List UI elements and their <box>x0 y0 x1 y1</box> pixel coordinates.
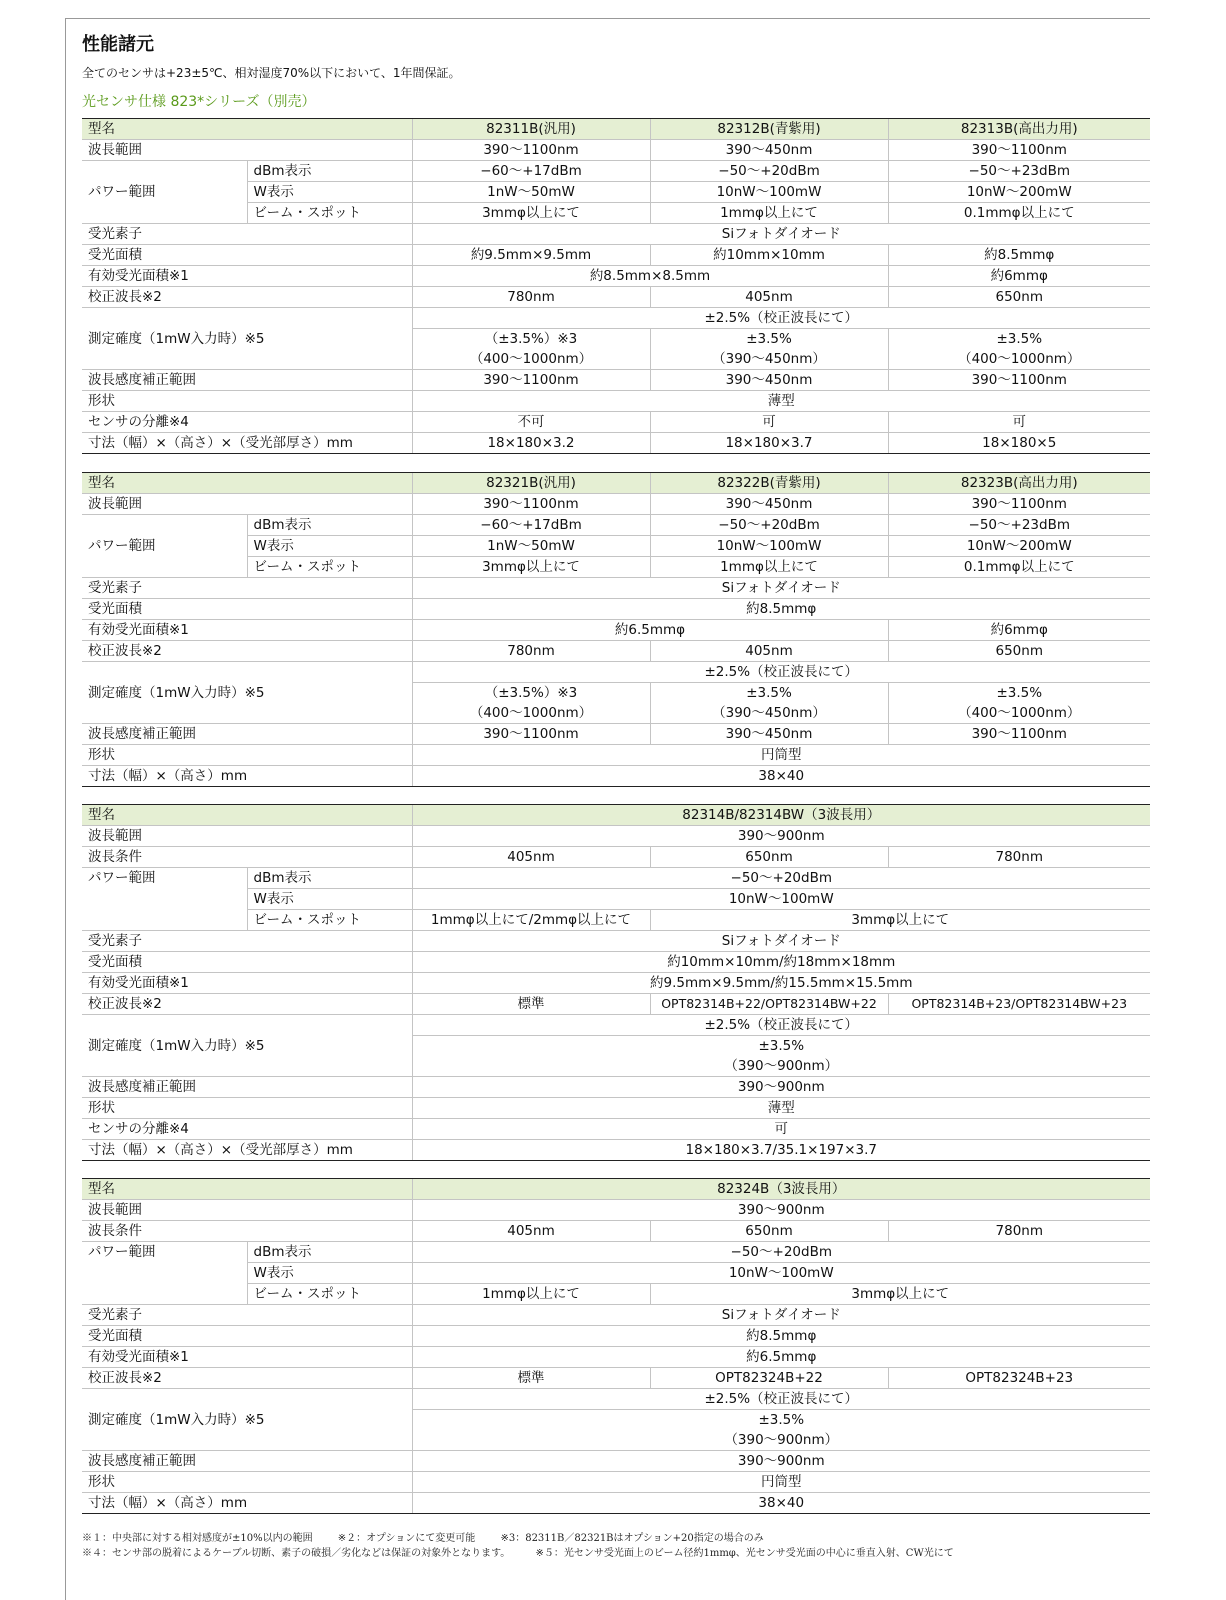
table-row <box>82 599 1150 620</box>
cell-value: Siフォトダイオード <box>412 931 1150 952</box>
table-row <box>82 140 1150 161</box>
sub-label: ビーム・スポット <box>247 1284 412 1305</box>
table-row <box>82 473 1150 494</box>
cell-value: OPT82324B+23 <box>888 1368 1150 1389</box>
row-label: センサの分離※4 <box>82 1119 412 1140</box>
cell-value: （390〜900nm） <box>412 1056 1150 1077</box>
cell-value: 18×180×3.2 <box>412 433 650 454</box>
row-label: 校正波長※2 <box>82 287 412 308</box>
table-row <box>82 245 1150 266</box>
table-row <box>82 994 1150 1015</box>
cell-value: 650nm <box>888 641 1150 662</box>
table-row <box>82 745 1150 766</box>
row-label: 受光面積 <box>82 599 412 620</box>
cell-value: 3mmφ以上にて <box>412 203 650 224</box>
cell-value: ±3.5% <box>412 1410 1150 1431</box>
row-label: 校正波長※2 <box>82 641 412 662</box>
sub-label: W表示 <box>247 182 412 203</box>
cell-value: 3mmφ以上にて <box>650 1284 1150 1305</box>
cell-value: ±2.5%（校正波長にて） <box>412 308 1150 329</box>
cell-value: 390〜1100nm <box>412 140 650 161</box>
table-row <box>82 620 1150 641</box>
cell-value: 3mmφ以上にて <box>412 557 650 578</box>
row-label: 波長感度補正範囲 <box>82 1077 412 1098</box>
cell-value: 1nW〜50mW <box>412 536 650 557</box>
cell-value: −50〜+23dBm <box>888 161 1150 182</box>
table-row <box>82 973 1150 994</box>
row-label: 受光素子 <box>82 224 412 245</box>
cell-value: （400〜1000nm） <box>412 703 650 724</box>
cell-value: −50〜+20dBm <box>412 868 1150 889</box>
cell-value: ±2.5%（校正波長にて） <box>412 1015 1150 1036</box>
cell-value: 390〜450nm <box>650 494 888 515</box>
cell-value: 10nW〜200mW <box>888 536 1150 557</box>
table-row <box>82 1119 1150 1140</box>
table-row <box>82 1326 1150 1347</box>
table-row <box>82 1140 1150 1161</box>
cell-value: 390〜1100nm <box>412 494 650 515</box>
cell-value: 10nW〜100mW <box>412 889 1150 910</box>
cell-value: 1mmφ以上にて/2mmφ以上にて <box>412 910 650 931</box>
row-label: 測定確度（1mW入力時）※5 <box>82 1015 412 1077</box>
row-label: 形状 <box>82 745 412 766</box>
cell-value: 約6.5mmφ <box>412 1347 1150 1368</box>
row-label: 波長感度補正範囲 <box>82 1451 412 1472</box>
row-label: 測定確度（1mW入力時）※5 <box>82 1389 412 1451</box>
cell-value: 405nm <box>650 287 888 308</box>
model-name: 82313B(高出力用) <box>888 119 1150 140</box>
row-label: 形状 <box>82 1098 412 1119</box>
spec-table-8232x <box>82 472 1150 787</box>
footnote-2: ※２：オプションにて変更可能 <box>337 1533 476 1544</box>
row-label: 有効受光面積※1 <box>82 620 412 641</box>
table-row <box>82 1389 1150 1410</box>
table-row <box>82 766 1150 787</box>
cell-value: 390〜1100nm <box>888 494 1150 515</box>
sub-label: ビーム・スポット <box>247 557 412 578</box>
model-name: 82324B（3波長用） <box>412 1179 1150 1200</box>
cell-value: 約10mm×10mm <box>650 245 888 266</box>
cell-value: 780nm <box>412 287 650 308</box>
row-label: 型名 <box>82 473 412 494</box>
cell-value: Siフォトダイオード <box>412 1305 1150 1326</box>
cell-value: ±3.5% <box>888 329 1150 350</box>
model-name: 82312B(青紫用) <box>650 119 888 140</box>
cell-value: OPT82324B+22 <box>650 1368 888 1389</box>
footnote-1: ※１：中央部に対する相対感度が±10%以内の範囲 <box>82 1533 313 1544</box>
row-label: 波長条件 <box>82 847 412 868</box>
table-row <box>82 119 1150 140</box>
cell-value: ±2.5%（校正波長にて） <box>412 1389 1150 1410</box>
row-label: パワー範囲 <box>82 161 247 224</box>
cell-value: 10nW〜200mW <box>888 182 1150 203</box>
cell-value: 390〜450nm <box>650 140 888 161</box>
table-row <box>82 1179 1150 1200</box>
row-label: 波長範囲 <box>82 826 412 847</box>
row-label: 波長範囲 <box>82 140 412 161</box>
footnote-line <box>82 1531 976 1546</box>
model-name: 82314B/82314BW（3波長用） <box>412 805 1150 826</box>
table-row <box>82 826 1150 847</box>
table-row <box>82 1098 1150 1119</box>
table-row <box>82 287 1150 308</box>
cell-value: 650nm <box>650 1221 888 1242</box>
table-row <box>82 1015 1150 1036</box>
cell-value: 405nm <box>412 847 650 868</box>
cell-value: 780nm <box>888 1221 1150 1242</box>
table-row <box>82 1368 1150 1389</box>
row-label: 寸法（幅）×（高さ）×（受光部厚さ）mm <box>82 1140 412 1161</box>
cell-value: ±3.5% <box>412 1036 1150 1057</box>
cell-value: −60〜+17dBm <box>412 161 650 182</box>
row-label: 校正波長※2 <box>82 1368 412 1389</box>
cell-value: 390〜450nm <box>650 370 888 391</box>
sub-label: dBm表示 <box>247 161 412 182</box>
cell-value: 780nm <box>888 847 1150 868</box>
cell-value: 可 <box>650 412 888 433</box>
row-label: 寸法（幅）×（高さ）×（受光部厚さ）mm <box>82 433 412 454</box>
footnote-3: ※3：82311B／82321Bはオプション+20指定の場合のみ <box>500 1533 764 1544</box>
sub-label: W表示 <box>247 536 412 557</box>
cell-value: 390〜900nm <box>412 1200 1150 1221</box>
footnote-5: ※５：光センサ受光面上のビーム径約1mmφ、光センサ受光面の中心に垂直入射、CW光にて <box>535 1548 954 1559</box>
cell-value: 約8.5mmφ <box>412 599 1150 620</box>
cell-value: OPT82314B+22/OPT82314BW+22 <box>650 994 888 1015</box>
sub-label: dBm表示 <box>247 868 412 889</box>
cell-value: 390〜1100nm <box>412 724 650 745</box>
sub-label: dBm表示 <box>247 1242 412 1263</box>
cell-value: （390〜450nm） <box>650 349 888 370</box>
table-row <box>82 662 1150 683</box>
row-label: 測定確度（1mW入力時）※5 <box>82 662 412 724</box>
row-label: 受光素子 <box>82 1305 412 1326</box>
row-label: 波長範囲 <box>82 494 412 515</box>
cell-value: 約6mmφ <box>888 620 1150 641</box>
cell-value: 約8.5mm×8.5mm <box>412 266 888 287</box>
table-row <box>82 1221 1150 1242</box>
cell-value: 18×180×5 <box>888 433 1150 454</box>
model-name: 82322B(青紫用) <box>650 473 888 494</box>
table-row <box>82 1242 1150 1263</box>
table-row <box>82 1472 1150 1493</box>
cell-value: 390〜1100nm <box>888 724 1150 745</box>
cell-value: 約9.5mm×9.5mm <box>412 245 650 266</box>
row-label: 波長感度補正範囲 <box>82 724 412 745</box>
sub-label: ビーム・スポット <box>247 910 412 931</box>
cell-value: 390〜900nm <box>412 1451 1150 1472</box>
row-label: 形状 <box>82 1472 412 1493</box>
table-row <box>82 308 1150 329</box>
table-row <box>82 161 1150 182</box>
cell-value: 18×180×3.7 <box>650 433 888 454</box>
table-row <box>82 952 1150 973</box>
spec-table-82324b <box>82 1178 1150 1514</box>
cell-value: 405nm <box>650 641 888 662</box>
cell-value: 390〜900nm <box>412 826 1150 847</box>
spec-table-82314b <box>82 804 1150 1161</box>
cell-value: （400〜1000nm） <box>888 349 1150 370</box>
cell-value: 38×40 <box>412 1493 1150 1514</box>
cell-value: Siフォトダイオード <box>412 578 1150 599</box>
row-label: 受光面積 <box>82 952 412 973</box>
footnote-line <box>82 1546 976 1561</box>
cell-value: ±3.5% <box>650 683 888 704</box>
table-row <box>82 224 1150 245</box>
cell-value: 薄型 <box>412 391 1150 412</box>
cell-value: 390〜1100nm <box>888 370 1150 391</box>
row-label: 受光素子 <box>82 931 412 952</box>
cell-value: （400〜1000nm） <box>412 349 650 370</box>
cell-value: 650nm <box>888 287 1150 308</box>
sub-label: W表示 <box>247 1263 412 1284</box>
cell-value: （±3.5%）※3 <box>412 683 650 704</box>
cell-value: −60〜+17dBm <box>412 515 650 536</box>
cell-value: 1mmφ以上にて <box>650 203 888 224</box>
cell-value: 1mmφ以上にて <box>650 557 888 578</box>
cell-value: 0.1mmφ以上にて <box>888 557 1150 578</box>
cell-value: （390〜450nm） <box>650 703 888 724</box>
footnote-4: ※４：センサ部の脱着によるケーブル切断、素子の破損／劣化などは保証の対象外となります。 <box>82 1548 511 1559</box>
table-row <box>82 391 1150 412</box>
cell-value: 1mmφ以上にて <box>412 1284 650 1305</box>
table-row <box>82 641 1150 662</box>
row-label: 測定確度（1mW入力時）※5 <box>82 308 412 370</box>
row-label: 受光面積 <box>82 245 412 266</box>
table-row <box>82 1200 1150 1221</box>
cell-value: −50〜+20dBm <box>650 515 888 536</box>
model-name: 82321B(汎用) <box>412 473 650 494</box>
table-row <box>82 724 1150 745</box>
cell-value: ±3.5% <box>650 329 888 350</box>
cell-value: 約6.5mmφ <box>412 620 888 641</box>
cell-value: −50〜+23dBm <box>888 515 1150 536</box>
cell-value: 10nW〜100mW <box>650 536 888 557</box>
cell-value: OPT82314B+23/OPT82314BW+23 <box>888 994 1150 1015</box>
cell-value: 標準 <box>412 1368 650 1389</box>
model-name: 82311B(汎用) <box>412 119 650 140</box>
row-label: パワー範囲 <box>82 515 247 578</box>
cell-value: 約8.5mmφ <box>888 245 1150 266</box>
cell-value: 3mmφ以上にて <box>650 910 1150 931</box>
cell-value: （390〜900nm） <box>412 1430 1150 1451</box>
cell-value: 不可 <box>412 412 650 433</box>
row-label: 型名 <box>82 805 412 826</box>
footnotes <box>82 1531 976 1561</box>
row-label: 有効受光面積※1 <box>82 1347 412 1368</box>
page-frame-top <box>65 18 1150 19</box>
cell-value: 390〜1100nm <box>888 140 1150 161</box>
row-label: センサの分離※4 <box>82 412 412 433</box>
cell-value: 円筒型 <box>412 745 1150 766</box>
row-label: 受光素子 <box>82 578 412 599</box>
cell-value: 10nW〜100mW <box>650 182 888 203</box>
table-row <box>82 1451 1150 1472</box>
table-row <box>82 370 1150 391</box>
cell-value: 405nm <box>412 1221 650 1242</box>
page-frame-left <box>65 18 66 1600</box>
row-label: 波長条件 <box>82 1221 412 1242</box>
table-row <box>82 515 1150 536</box>
cell-value: ±3.5% <box>888 683 1150 704</box>
cell-value: 約9.5mm×9.5mm/約15.5mm×15.5mm <box>412 973 1150 994</box>
table-row <box>82 847 1150 868</box>
table-row <box>82 931 1150 952</box>
cell-value: 約8.5mmφ <box>412 1326 1150 1347</box>
cell-value: 約10mm×10mm/約18mm×18mm <box>412 952 1150 973</box>
row-label: 寸法（幅）×（高さ）mm <box>82 766 412 787</box>
row-label: 有効受光面積※1 <box>82 266 412 287</box>
row-label: 型名 <box>82 119 412 140</box>
cell-value: 薄型 <box>412 1098 1150 1119</box>
cell-value: −50〜+20dBm <box>650 161 888 182</box>
cell-value: Siフォトダイオード <box>412 224 1150 245</box>
table-row <box>82 433 1150 454</box>
cell-value: 18×180×3.7/35.1×197×3.7 <box>412 1140 1150 1161</box>
row-label: 形状 <box>82 391 412 412</box>
table-row <box>82 1347 1150 1368</box>
row-label: 受光面積 <box>82 1326 412 1347</box>
row-label: パワー範囲 <box>82 1242 247 1305</box>
table-row <box>82 578 1150 599</box>
cell-value: 可 <box>412 1119 1150 1140</box>
row-label: 校正波長※2 <box>82 994 412 1015</box>
cell-value: 約6mmφ <box>888 266 1150 287</box>
cell-value: 780nm <box>412 641 650 662</box>
sub-label: dBm表示 <box>247 515 412 536</box>
cell-value: 可 <box>888 412 1150 433</box>
cell-value: 円筒型 <box>412 1472 1150 1493</box>
spec-table-8231x <box>82 118 1150 454</box>
cell-value: 390〜900nm <box>412 1077 1150 1098</box>
cell-value: 390〜450nm <box>650 724 888 745</box>
cell-value: 650nm <box>650 847 888 868</box>
cell-value: （400〜1000nm） <box>888 703 1150 724</box>
cell-value: 38×40 <box>412 766 1150 787</box>
table-row <box>82 868 1150 889</box>
table-row <box>82 805 1150 826</box>
warranty-note: 全てのセンサは+23±5℃、相対湿度70%以下において、1年間保証。 <box>82 66 461 80</box>
row-label: 有効受光面積※1 <box>82 973 412 994</box>
cell-value: −50〜+20dBm <box>412 1242 1150 1263</box>
sub-label: W表示 <box>247 889 412 910</box>
table-row <box>82 494 1150 515</box>
cell-value: （±3.5%）※3 <box>412 329 650 350</box>
cell-value: 標準 <box>412 994 650 1015</box>
row-label: 寸法（幅）×（高さ）mm <box>82 1493 412 1514</box>
cell-value: ±2.5%（校正波長にて） <box>412 662 1150 683</box>
table-row <box>82 1305 1150 1326</box>
row-label: 波長感度補正範囲 <box>82 370 412 391</box>
cell-value: 10nW〜100mW <box>412 1263 1150 1284</box>
model-name: 82323B(高出力用) <box>888 473 1150 494</box>
cell-value: 0.1mmφ以上にて <box>888 203 1150 224</box>
table-row <box>82 1077 1150 1098</box>
row-label: 波長範囲 <box>82 1200 412 1221</box>
cell-value: 1nW〜50mW <box>412 182 650 203</box>
table-row <box>82 266 1150 287</box>
series-heading: 光センサ仕様 823*シリーズ（別売） <box>82 94 316 110</box>
row-label: パワー範囲 <box>82 868 247 931</box>
page-title: 性能諸元 <box>82 34 154 55</box>
row-label: 型名 <box>82 1179 412 1200</box>
sub-label: ビーム・スポット <box>247 203 412 224</box>
table-row <box>82 412 1150 433</box>
table-row <box>82 1493 1150 1514</box>
cell-value: 390〜1100nm <box>412 370 650 391</box>
